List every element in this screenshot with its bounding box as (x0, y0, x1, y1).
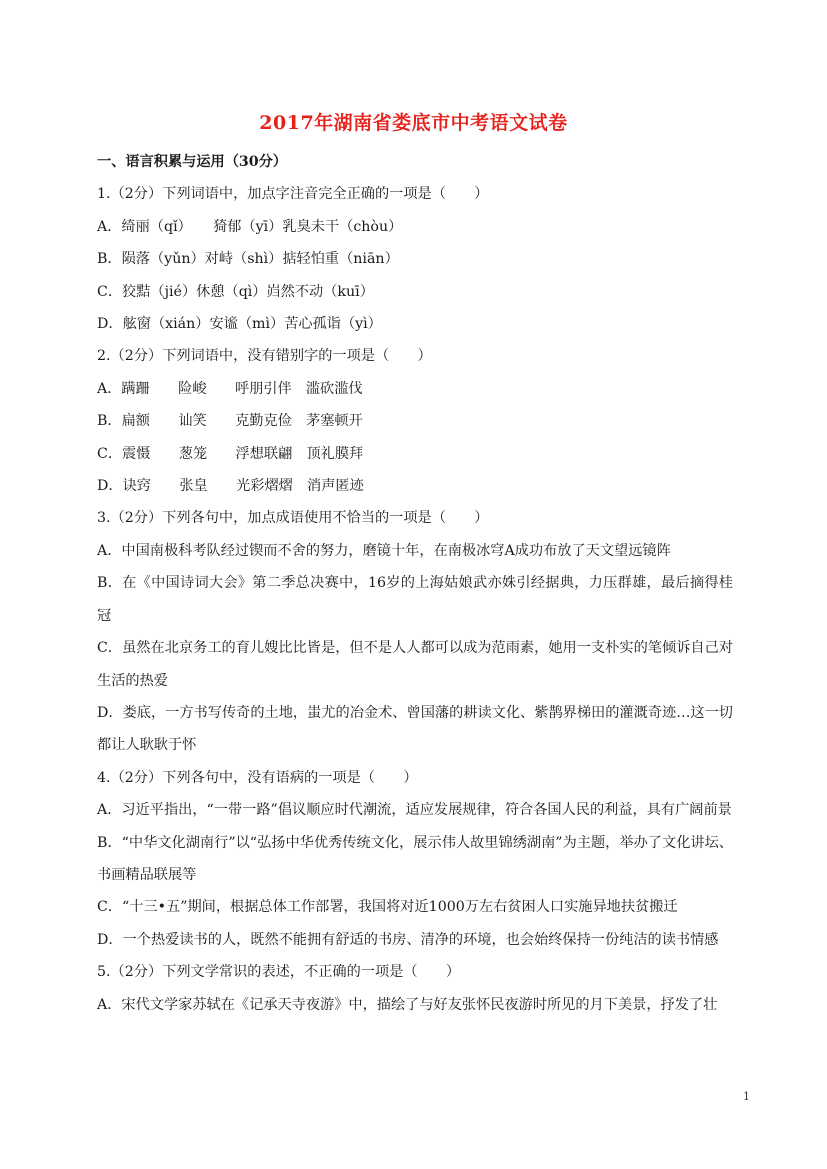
question-5-option-a: A．宋代文学家苏轼在《记承天寺夜游》中，描绘了与好友张怀民夜游时所见的月下美景，抒发了壮 (97, 996, 718, 1013)
question-3-option-b: B．在《中国诗词大会》第二季总决赛中，16岁的上海姑娘武亦姝引经据典，力压群雄，最后摘得桂冠 (97, 575, 733, 624)
question-3-option-a: A．中国南极科考队经过锲而不舍的努力，磨镜十年，在南极冰穹A成功布放了天文望远镜阵 (97, 542, 671, 559)
question-2-stem: 2.（2分）下列词语中，没有错别字的一项是（ ） (97, 348, 432, 365)
question-5-stem: 5.（2分）下列文学常识的表述，不正确的一项是（ ） (97, 964, 461, 981)
question-4-option-a: A．习近平指出，“一带一路”倡议顺应时代潮流，适应发展规律，符合各国人民的利益，具有广阔前景 (97, 802, 732, 819)
question-3-option-d: D．娄底，一方书写传奇的土地，蚩尤的冶金术、曾国藩的耕读文化、紫鹊界梯田的灌溉奇迹…这一切都让人耿耿于怀 (97, 704, 733, 754)
question-4-stem: 4.（2分）下列各句中，没有语病的一项是（ ） (97, 769, 418, 786)
question-4-option-c: C．“十三•五”期间，根据总体工作部署，我国将对近1000万左右贫困人口实施异地扶贫搬迁 (97, 899, 678, 916)
question-1-option-b: B．陨落（yǔn）对峙（shì）掂轻怕重（niān） (97, 251, 399, 268)
question-2-option-d: D．诀窍 张皇 光彩熠熠 消声匿迹 (97, 478, 364, 495)
page-number: 1 (743, 1090, 750, 1103)
question-2-option-c: C．震慑 葱笼 浮想联翩 顶礼膜拜 (97, 445, 364, 462)
question-1-option-c: C．狡黠（jié）休憩（qì）岿然不动（kuī） (97, 283, 374, 300)
question-3-option-c: C．虽然在北京务工的育儿嫂比比皆是，但不是人人都可以成为范雨素，她用一支朴实的笔倾诉自己对生活的热爱 (97, 640, 733, 689)
question-4-option-d: D．一个热爱读书的人，既然不能拥有舒适的书房、清净的环境，也会始终保持一份纯洁的读书情感 (97, 931, 719, 948)
section-heading: 一、语言积累与运用（30分） (97, 154, 287, 170)
exam-title: 2017年湖南省娄底市中考语文试卷 (259, 112, 568, 134)
question-1-stem: 1.（2分）下列词语中，加点字注音完全正确的一项是（ ） (97, 186, 489, 203)
question-1-option-d: D．舷窗（xián）安谧（mì）苦心孤诣（yì） (97, 316, 382, 333)
question-3-stem: 3.（2分）下列各句中，加点成语使用不恰当的一项是（ ） (97, 510, 489, 527)
question-1-option-a: A．绮丽（qǐ） 猗郁（yī）乳臭未干（chòu） (97, 218, 403, 235)
question-2-option-b: B．扁额 讪笑 克勤克俭 茅塞顿开 (97, 413, 363, 430)
exam-content (97, 146, 733, 1021)
question-4-option-b: B．“中华文化湖南行”以“弘扬中华优秀传统文化，展示伟人故里锦绣湖南”为主题，举办了文化讲坛、书画精品联展等 (97, 834, 733, 883)
question-2-option-a: A．蹒跚 险峻 呼朋引伴 滥砍滥伐 (97, 380, 363, 397)
